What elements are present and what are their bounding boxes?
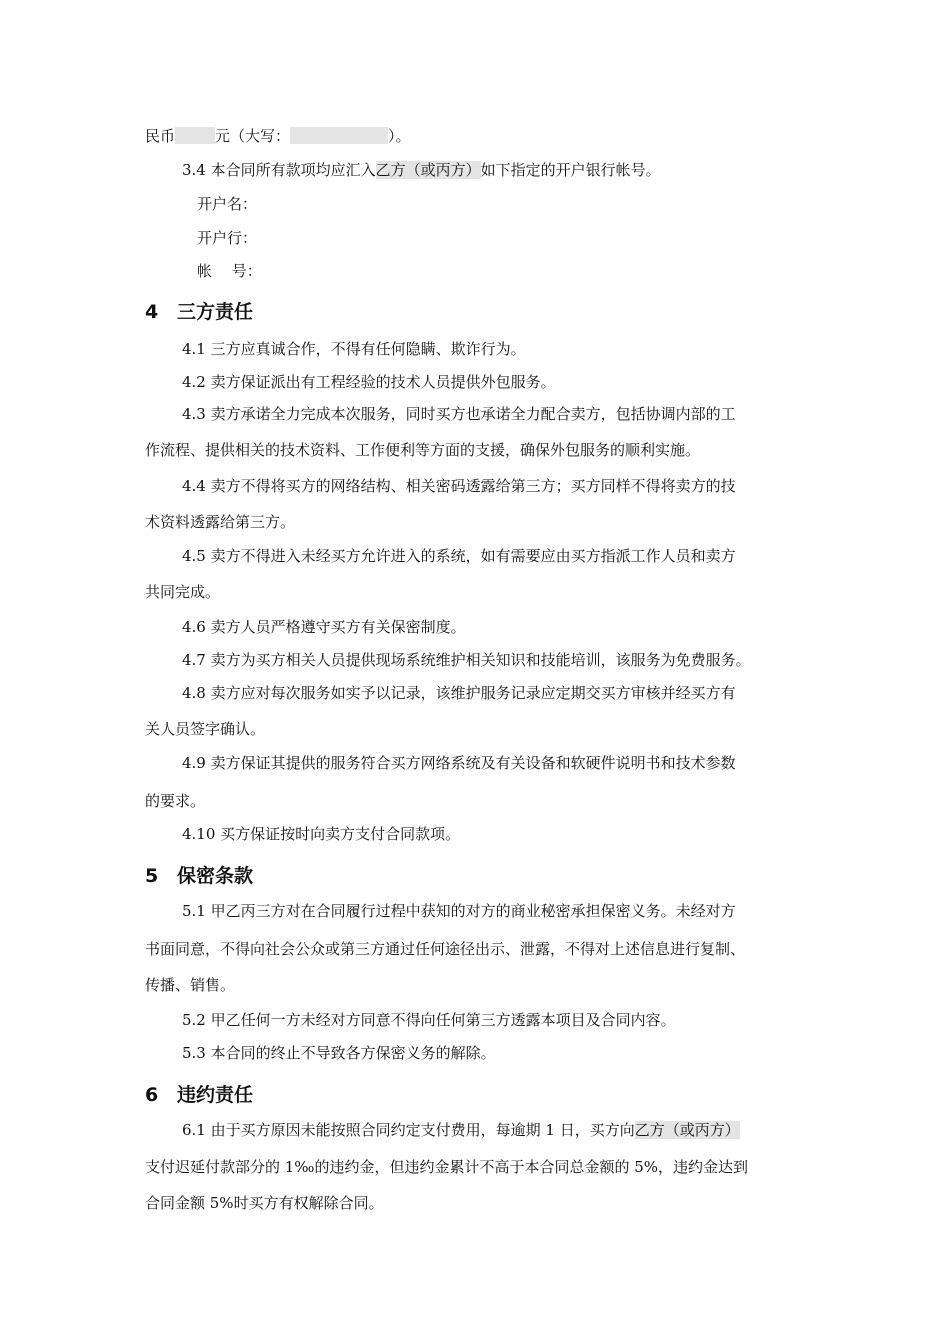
clause-line: 4.5 卖方不得进入未经买方允许进入的系统，如有需要应由买方指派工作人员和卖方 [182,547,736,565]
section-number: 5 [145,865,159,887]
text: 民币 [145,127,176,145]
section-heading [145,300,253,324]
party-highlight: 乙方（或丙方） [634,1121,740,1139]
clause-line: 术资料透露给第三方。 [145,513,296,531]
account-number-label: 帐 号： [197,262,262,280]
amount-words-blank [290,127,388,144]
clause-line: 4.9 卖方保证其提供的服务符合买方网络系统及有关设备和软硬件说明书和技术参数 [182,754,736,772]
clause-line: 的要求。 [145,792,206,810]
payment-amount-line [145,126,411,146]
clause-line: 5.1 甲乙丙三方对在合同履行过程中获知的对方的商业秘密承担保密义务。未经对方 [182,902,736,920]
text: ）。 [388,127,411,145]
party-highlight: 乙方（或丙方） [375,161,481,179]
clause-line: 5.2 甲乙任何一方未经对方同意不得向任何第三方透露本项目及合同内容。 [182,1011,676,1029]
section-heading [145,864,253,888]
clause-line: 5.3 本合同的终止不导致各方保密义务的解除。 [182,1044,496,1062]
clause-3-4 [182,160,661,180]
clause-line [182,1120,740,1140]
clause-line: 关人员签字确认。 [145,720,266,738]
bank-label: 开户行： [197,229,258,247]
clause-line: 书面同意，不得向社会公众或第三方通过任何途径出示、泄露，不得对上述信息进行复制、 [145,940,746,958]
section-heading [145,1083,253,1107]
section-title: 保密条款 [177,865,254,887]
amount-blank [175,127,215,144]
section-title: 违约责任 [177,1084,254,1106]
clause-line: 4.7 卖方为买方相关人员提供现场系统维护相关知识和技能培训，该服务为免费服务。 [182,651,751,669]
clause-line: 4.3 卖方承诺全力完成本次服务，同时买方也承诺全力配合卖方，包括协调内部的工 [182,405,736,423]
clause-line: 4.6 卖方人员严格遵守买方有关保密制度。 [182,618,466,636]
clause-line: 传播、销售。 [145,976,236,994]
section-number: 6 [145,1084,159,1106]
clause-line: 支付迟延付款部分的 1‰的违约金，但违约金累计不高于本合同总金额的 5%，违约金达到 [145,1158,749,1176]
clause-line: 4.1 三方应真诚合作，不得有任何隐瞒、欺诈行为。 [182,340,526,358]
section-title: 三方责任 [177,301,254,323]
clause-line: 4.2 卖方保证派出有工程经验的技术人员提供外包服务。 [182,373,556,391]
text: 如下指定的开户银行帐号。 [480,161,661,179]
clause-line: 合同金额 5%时买方有权解除合同。 [145,1194,384,1212]
clause-line: 4.8 卖方应对每次服务如实予以记录，该维护服务记录应定期交买方审核并经买方有 [182,684,736,702]
section-number: 4 [145,301,159,323]
clause-line: 4.10 买方保证按时向卖方支付合同款项。 [182,825,461,843]
account-name-label: 开户名： [197,195,258,213]
text: 6.1 由于买方原因未能按照合同约定支付费用，每逾期 1 日，买方向 [182,1121,635,1139]
clause-line: 4.4 卖方不得将买方的网络结构、相关密码透露给第三方；买方同样不得将卖方的技 [182,477,736,495]
text: 元（大写： [215,127,291,145]
clause-line: 作流程、提供相关的技术资料、工作便利等方面的支援，确保外包服务的顺利实施。 [145,441,701,459]
text: 3.4 本合同所有款项均应汇入 [182,161,376,179]
clause-line: 共同完成。 [145,583,221,601]
